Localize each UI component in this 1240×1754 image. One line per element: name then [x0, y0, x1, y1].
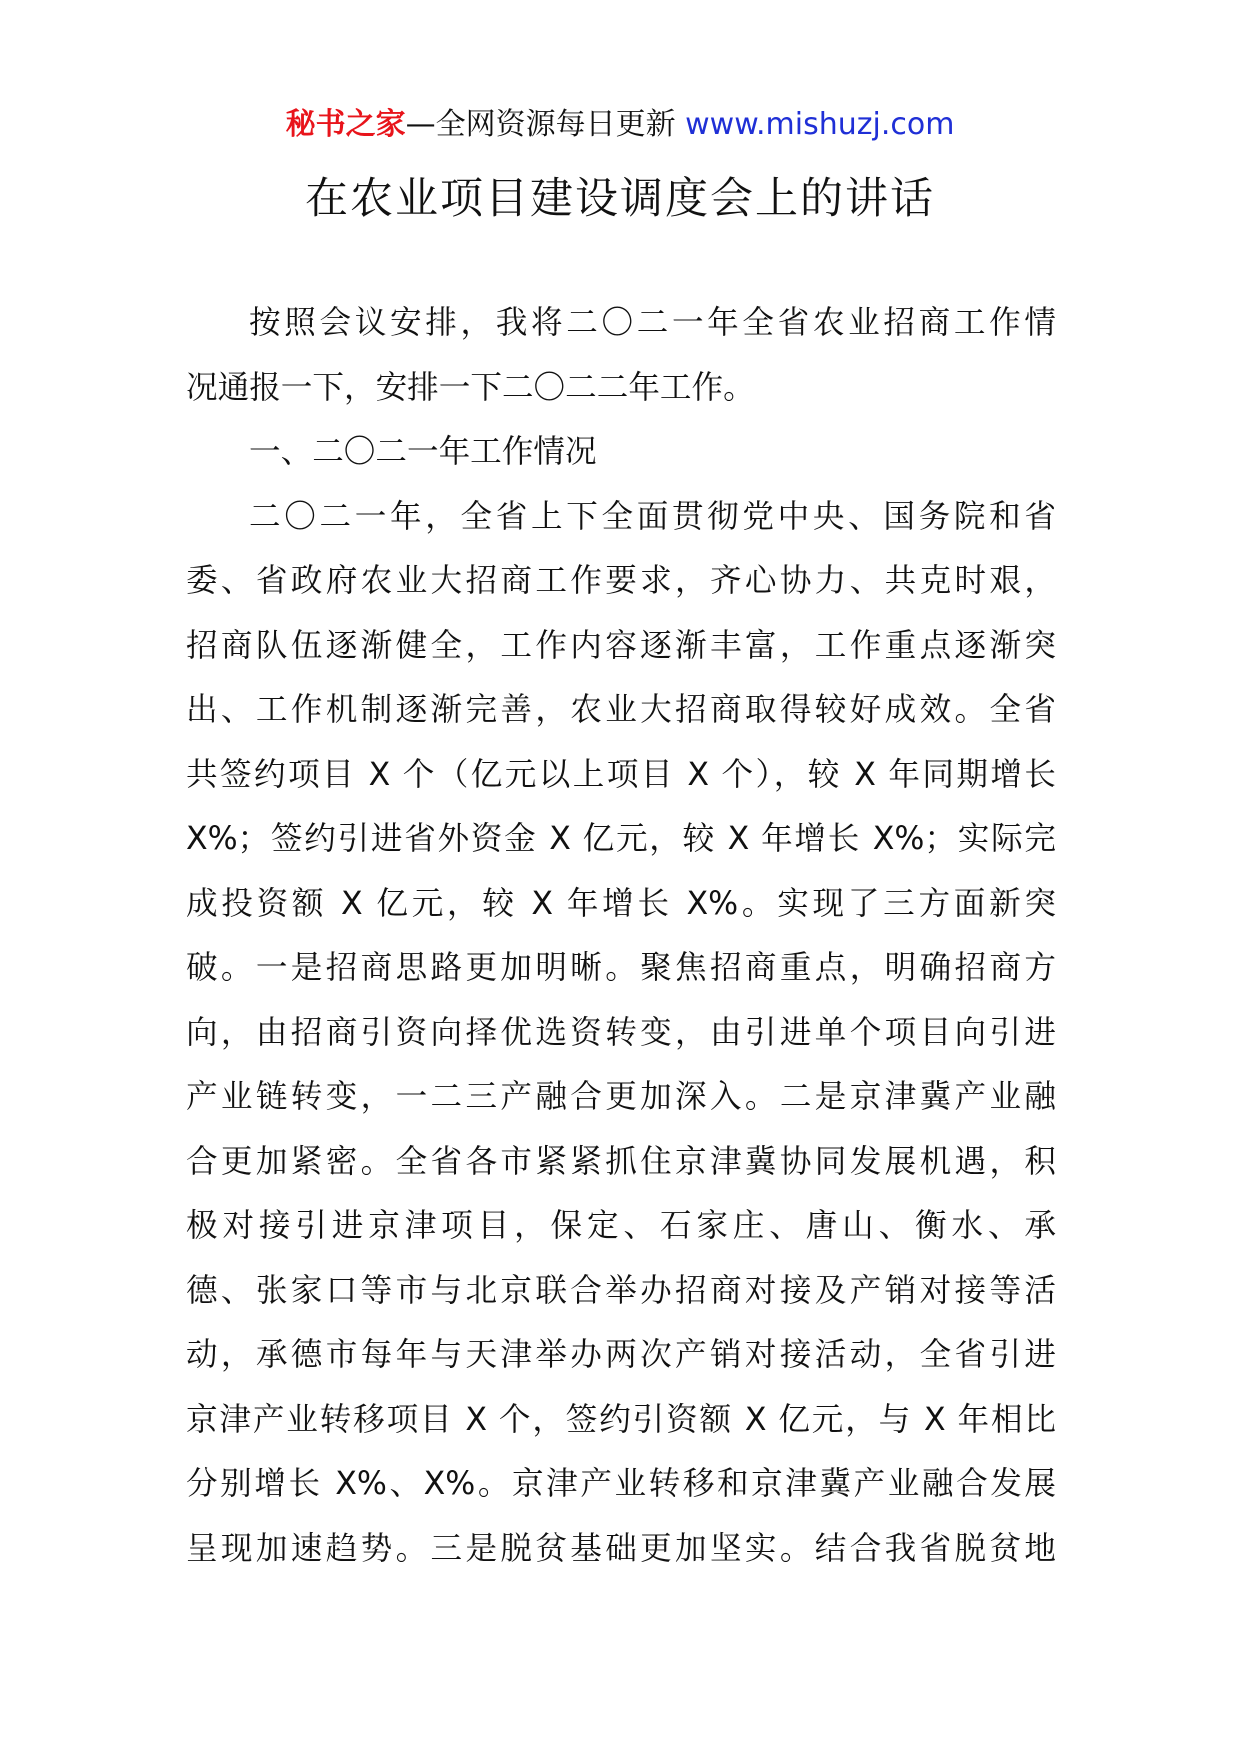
- text-line: 分别增长 X%、X%。京津产业转移和京津冀产业融合发展: [186, 1466, 1056, 1502]
- text-line: 极对接引进京津项目，保定、石家庄、唐山、衡水、承: [186, 1208, 1056, 1244]
- text-line: 委、省政府农业大招商工作要求，齐心协力、共克时艰，: [186, 563, 1056, 599]
- text-line: 招商队伍逐渐健全，工作内容逐渐丰富，工作重点逐渐突: [186, 627, 1056, 664]
- text-line: 出、工作机制逐渐完善，农业大招商取得较好成效。全省: [186, 692, 1056, 728]
- text-line: 合更加紧密。全省各市紧紧抓住京津冀协同发展机遇，积: [186, 1143, 1056, 1180]
- document-title: 在农业项目建设调度会上的讲话: [305, 174, 935, 224]
- text-line: 向，由招商引资向择优选资转变，由引进单个项目向引进: [186, 1014, 1056, 1051]
- header-tagline: —全网资源每日更新: [405, 107, 686, 142]
- text-line: 二〇二一年，全省上下全面贯彻党中央、国务院和省: [249, 498, 1056, 535]
- text-line: 产业链转变，一二三产融合更加深入。二是京津冀产业融: [186, 1079, 1056, 1115]
- text-line: 破。一是招商思路更加明晰。聚焦招商重点，明确招商方: [186, 950, 1056, 986]
- site-url-link[interactable]: www.mishuzj.com: [685, 107, 955, 142]
- text-line: 呈现加速趋势。三是脱贫基础更加坚实。结合我省脱贫地: [186, 1530, 1056, 1567]
- brand-name: 秘书之家: [285, 107, 406, 142]
- section-heading: 一、二〇二一年工作情况: [249, 434, 597, 470]
- text-line: 按照会议安排，我将二〇二一年全省农业招商工作情: [249, 305, 1056, 341]
- text-line: 成投资额 X 亿元，较 X 年增长 X%。实现了三方面新突: [186, 885, 1056, 922]
- text-line: 德、张家口等市与北京联合举办招商对接及产销对接等活: [186, 1272, 1056, 1309]
- text-line: X%；签约引进省外资金 X 亿元，较 X 年增长 X%；实际完: [186, 821, 1056, 857]
- document-body: [186, 291, 1056, 1581]
- text-line: 况通报一下，安排一下二〇二二年工作。: [186, 369, 755, 406]
- site-header: [0, 100, 1240, 150]
- text-line: 动，承德市每年与天津举办两次产销对接活动，全省引进: [186, 1337, 1056, 1373]
- text-line: 京津产业转移项目 X 个，签约引资额 X 亿元，与 X 年相比: [186, 1401, 1056, 1438]
- text-line: 共签约项目 X 个（亿元以上项目 X 个），较 X 年同期增长: [186, 756, 1056, 793]
